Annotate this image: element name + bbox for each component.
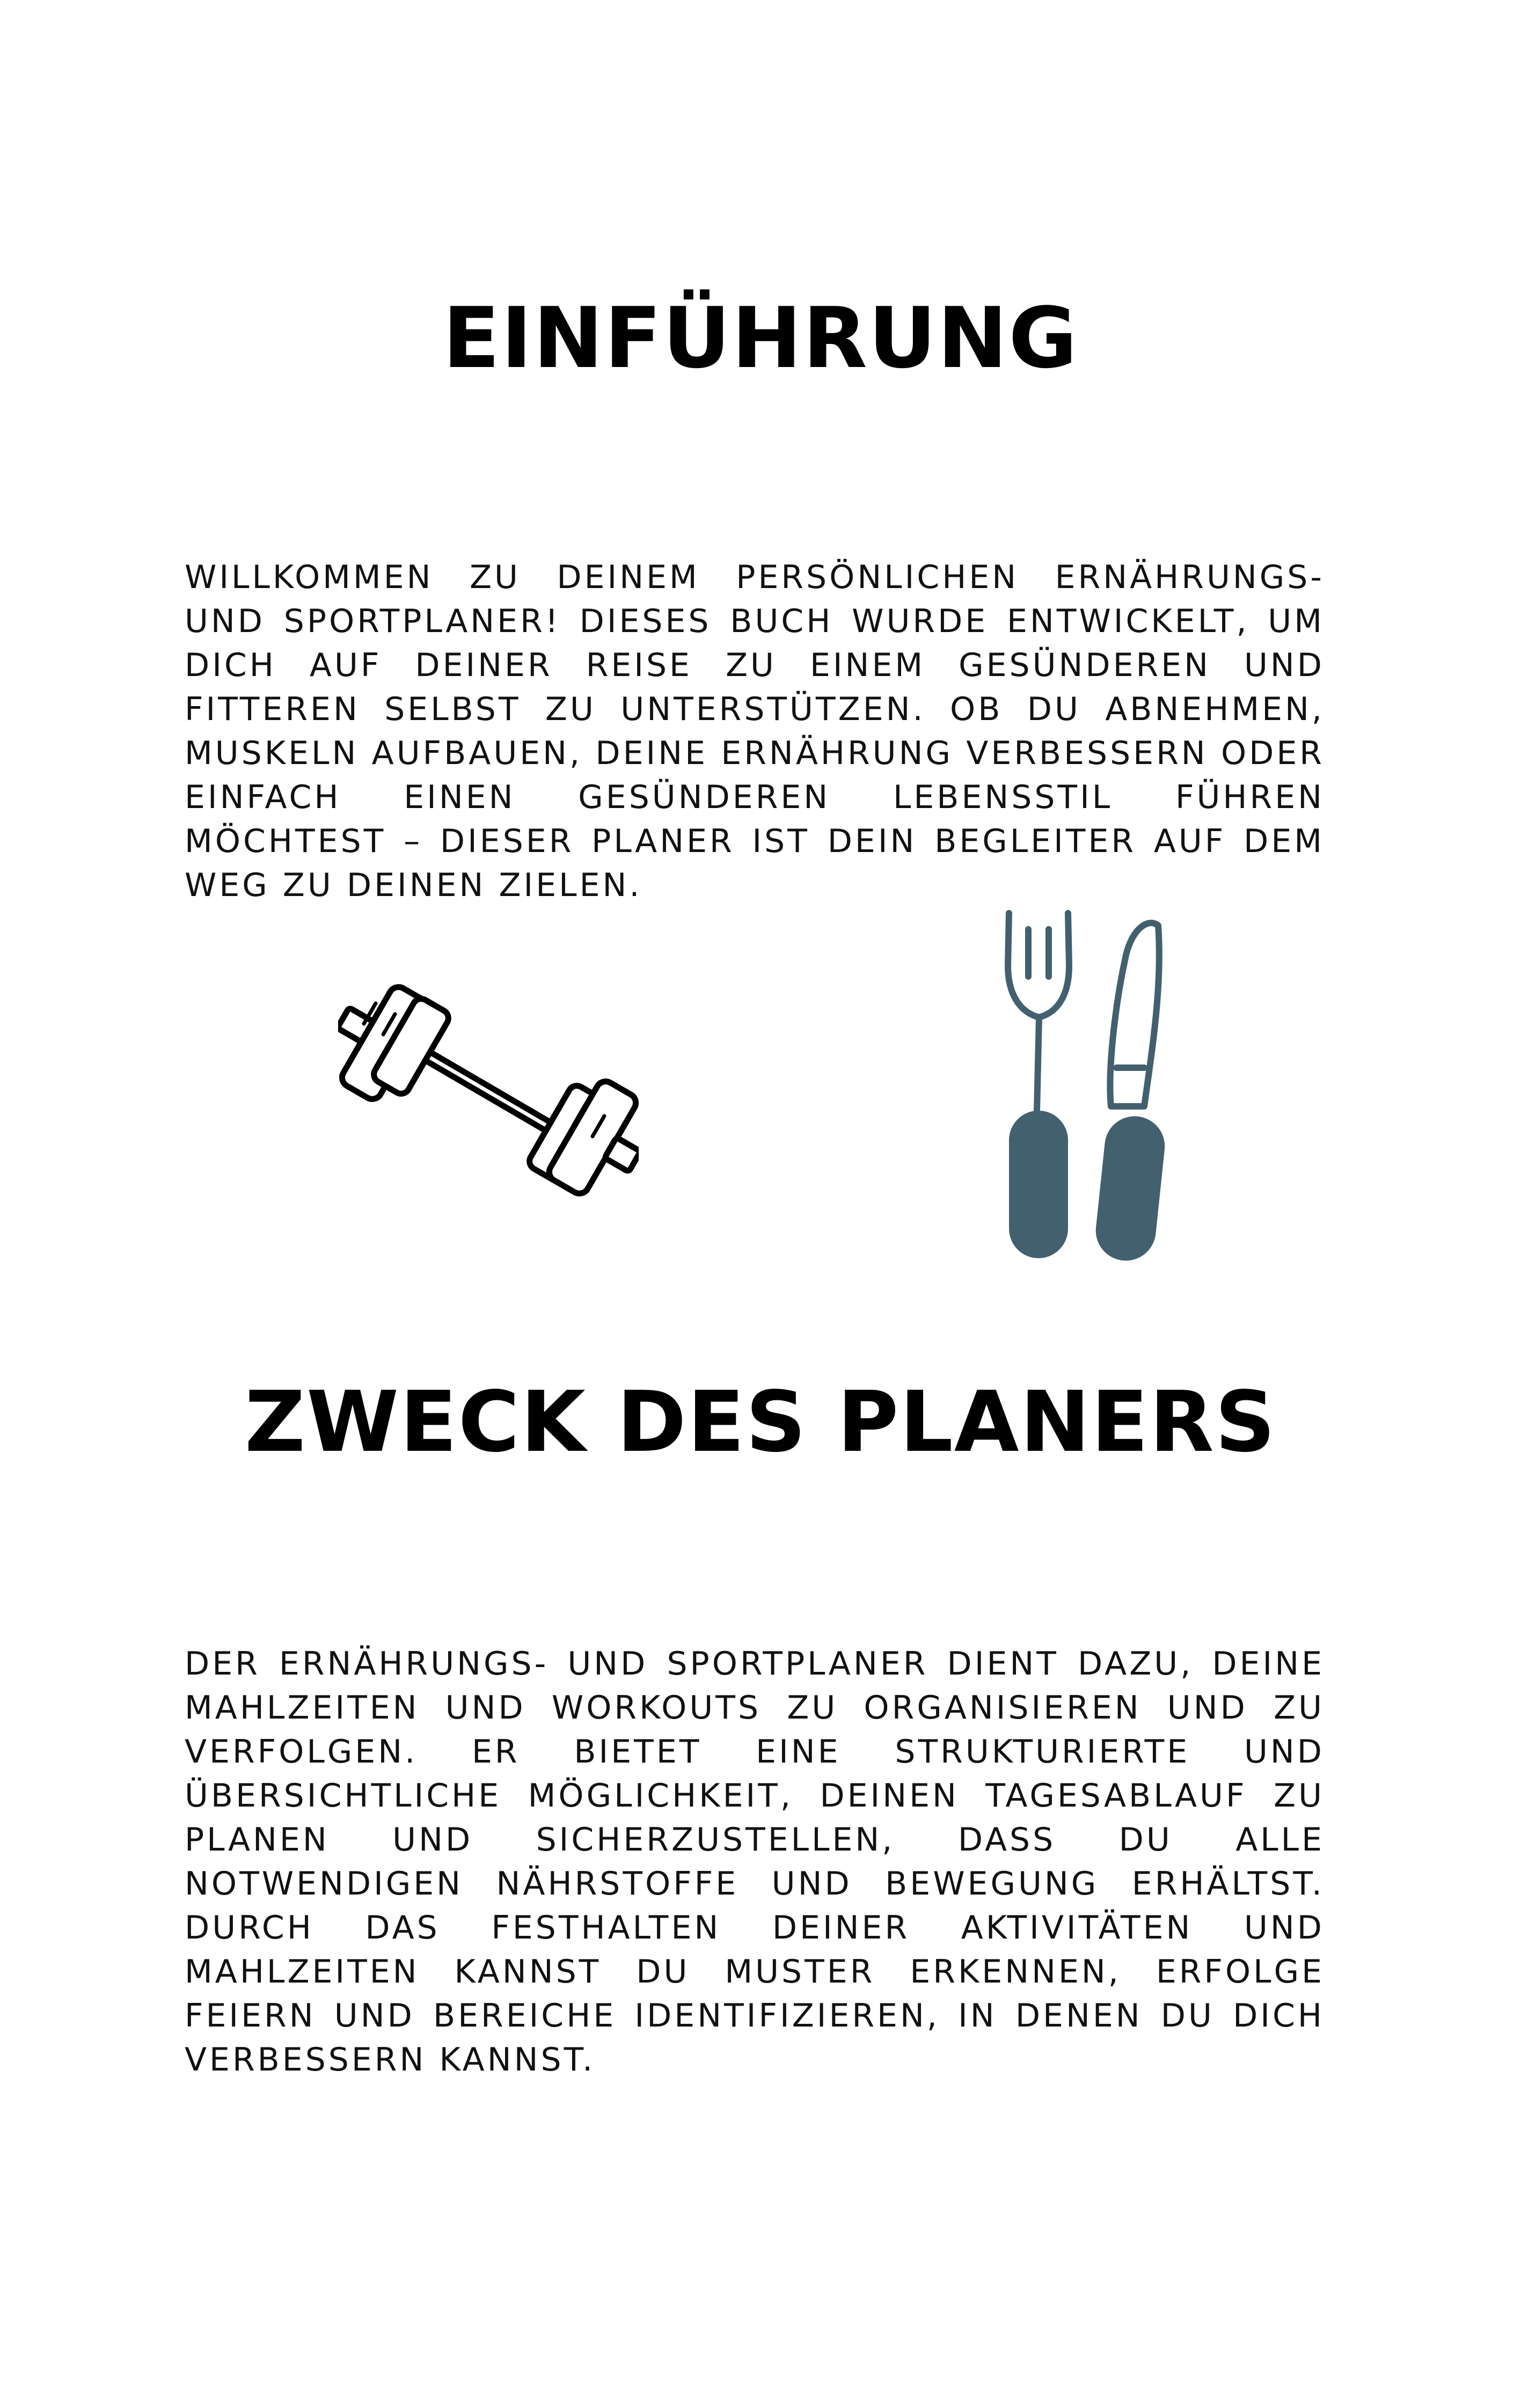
- introduction-heading: EINFÜHRUNG: [442, 289, 1079, 387]
- fork-and-knife-icon: [988, 907, 1197, 1272]
- introduction-paragraph: WILLKOMMEN ZU DEINEM PERSÖNLICHEN ERNÄHRUNGS- UND SPORTPLANER! DIESES BUCH WURDE ENTWICKELT, UM DICH AUF DEINER REISE ZU EINEM GESÜNDEREN UND FITTEREN SELBST ZU UNTERSTÜTZEN. OB DU ABNEHMEN, MUSKELN AUFBAUEN, DEINE ERNÄHRUNG VERBESSERN ODER EINFACH EINEN GESÜNDEREN LEBENSSTIL FÜHREN MÖCHTEST – DIESER PLANER IST DEIN BEGLEITER AUF DEM WEG ZU DEINEN ZIELEN.: [185, 559, 1325, 904]
- dumbbell-icon: [338, 971, 639, 1207]
- purpose-heading: ZWECK DES PLANERS: [244, 1373, 1277, 1471]
- purpose-paragraph: DER ERNÄHRUNGS- UND SPORTPLANER DIENT DAZU, DEINE MAHLZEITEN UND WORKOUTS ZU ORGANISIEREN UND ZU VERFOLGEN. ER BIETET EINE STRUKTURIERTE UND ÜBERSICHTLICHE MÖGLICHKEIT, DEINEN TAGESABLAUF ZU PLANEN UND SICHERZUSTELLEN, DASS DU ALLE NOTWENDIGEN NÄHRSTOFFE UND BEWEGUNG ERHÄLTST. DURCH DAS FESTHALTEN DEINER AKTIVITÄTEN UND MAHLZEITEN KANNST DU MUSTER ERKENNEN, ERFOLGE FEIERN UND BEREICHE IDENTIFIZIEREN, IN DENEN DU DICH VERBESSERN KANNST.: [185, 1645, 1325, 2079]
